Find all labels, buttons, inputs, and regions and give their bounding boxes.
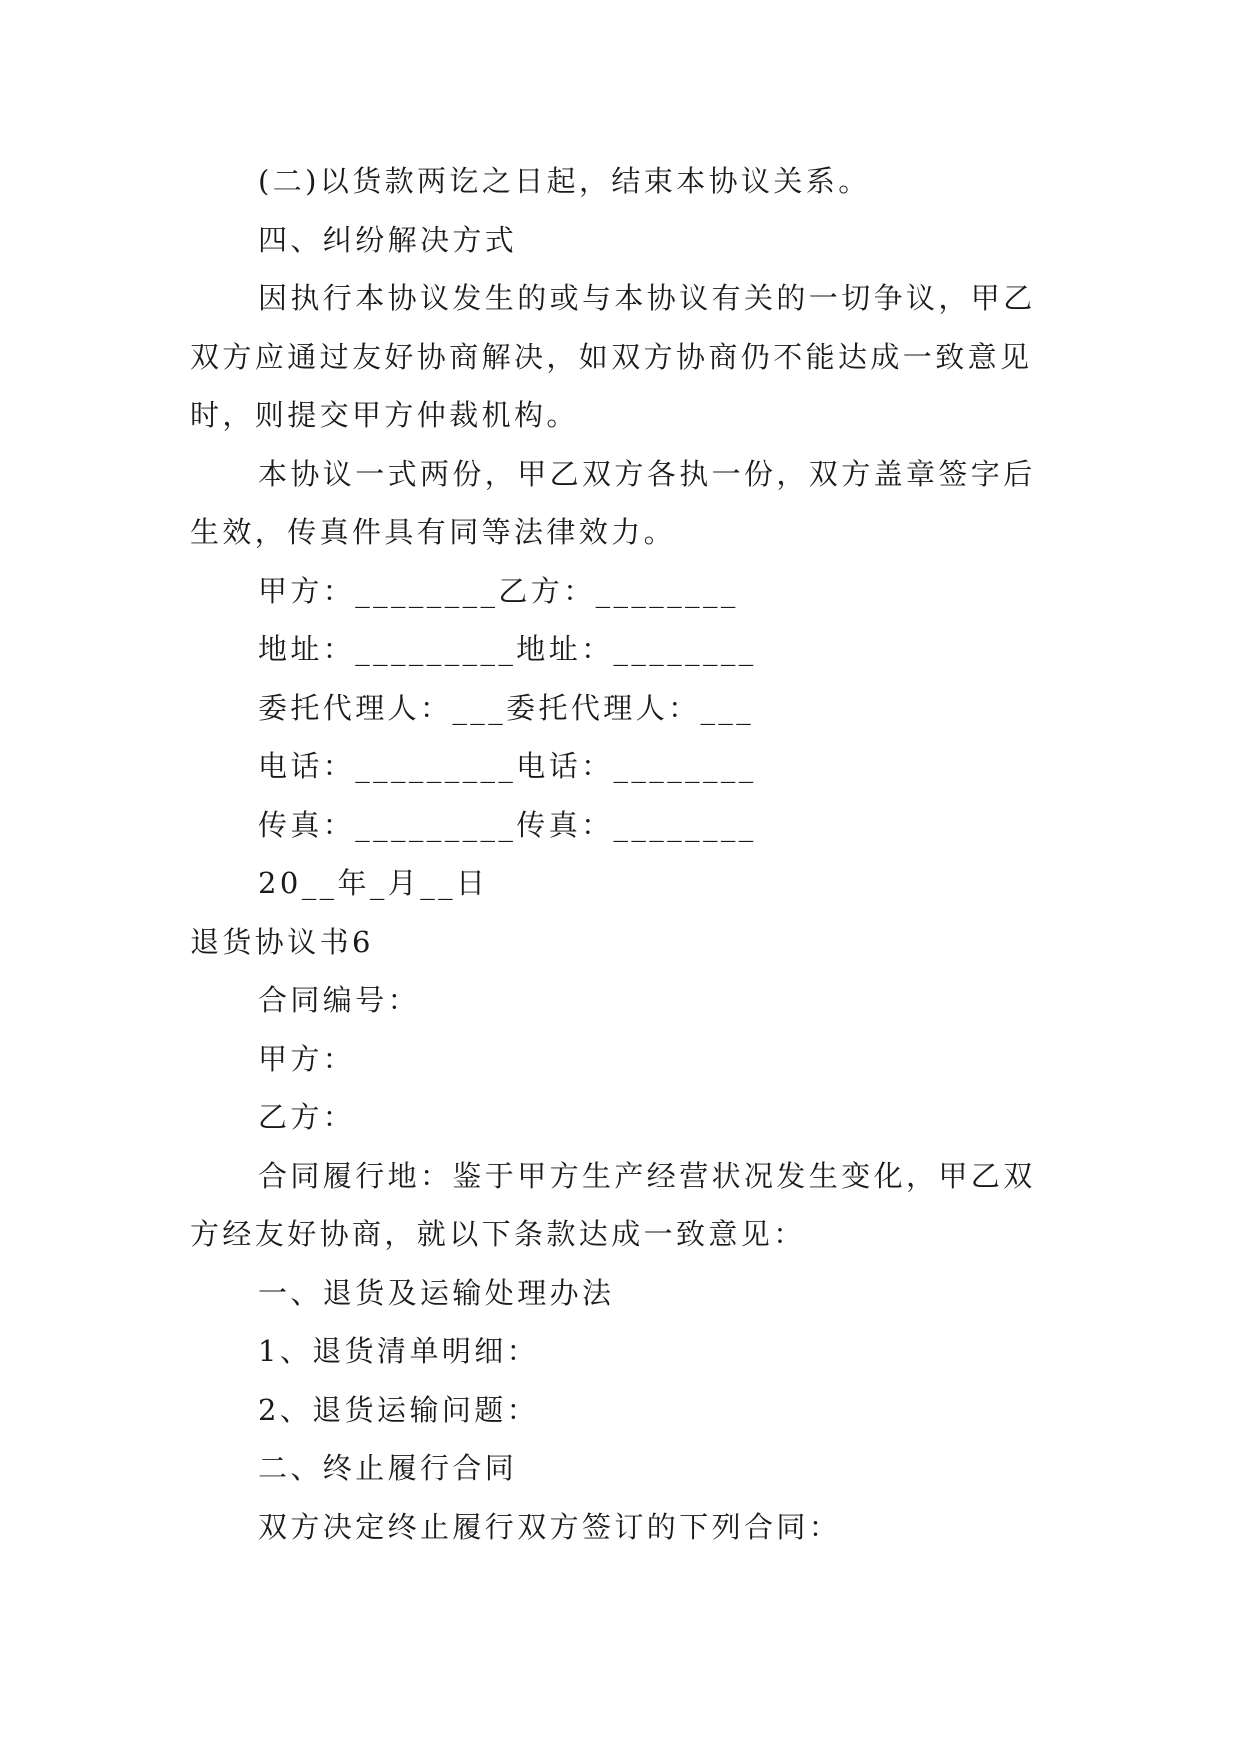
signature-fax-line: 传真：_________传真：________: [258, 807, 757, 842]
document-title: 退货协议书6: [190, 924, 374, 959]
list-item: 1、退货清单明细：: [258, 1334, 540, 1368]
text-line: 因执行本协议发生的或与本协议有关的一切争议，甲乙: [258, 281, 1036, 315]
text-line: 双方决定终止履行双方签订的下列合同：: [258, 1509, 842, 1544]
section-heading: 四、纠纷解决方式: [258, 222, 518, 257]
text-line: 方经友好协商，就以下条款达成一致意见：: [190, 1217, 806, 1251]
party-b-line: 乙方：: [258, 1100, 356, 1134]
section-heading: 二、终止履行合同: [258, 1451, 518, 1485]
text-line: 生效，传真件具有同等法律效力。: [190, 515, 677, 549]
section-heading: 一、退货及运输处理办法: [258, 1275, 615, 1310]
date-line: 20__年_月__日: [258, 866, 489, 900]
party-a-line: 甲方：: [258, 1041, 356, 1076]
signature-party-line: 甲方：________乙方：________: [258, 573, 739, 608]
text-line: 本协议一式两份，甲乙双方各执一份，双方盖章签字后: [258, 456, 1036, 491]
list-item: 2、退货运输问题：: [258, 1392, 540, 1427]
document-page: [190, 152, 1058, 1556]
text-line: (二)以货款两讫之日起，结束本协议关系。: [258, 164, 871, 198]
text-line: 合同履行地：鉴于甲方生产经营状况发生变化，甲乙双: [258, 1158, 1036, 1193]
text-line: 双方应通过友好协商解决，如双方协商仍不能达成一致意见: [190, 339, 1033, 374]
signature-address-line: 地址：_________地址：________: [258, 632, 757, 666]
text-line: 时，则提交甲方仲裁机构。: [190, 398, 579, 432]
contract-number-line: 合同编号：: [258, 983, 421, 1017]
signature-phone-line: 电话：_________电话：________: [258, 749, 757, 783]
signature-agent-line: 委托代理人：___委托代理人：___: [258, 690, 755, 725]
